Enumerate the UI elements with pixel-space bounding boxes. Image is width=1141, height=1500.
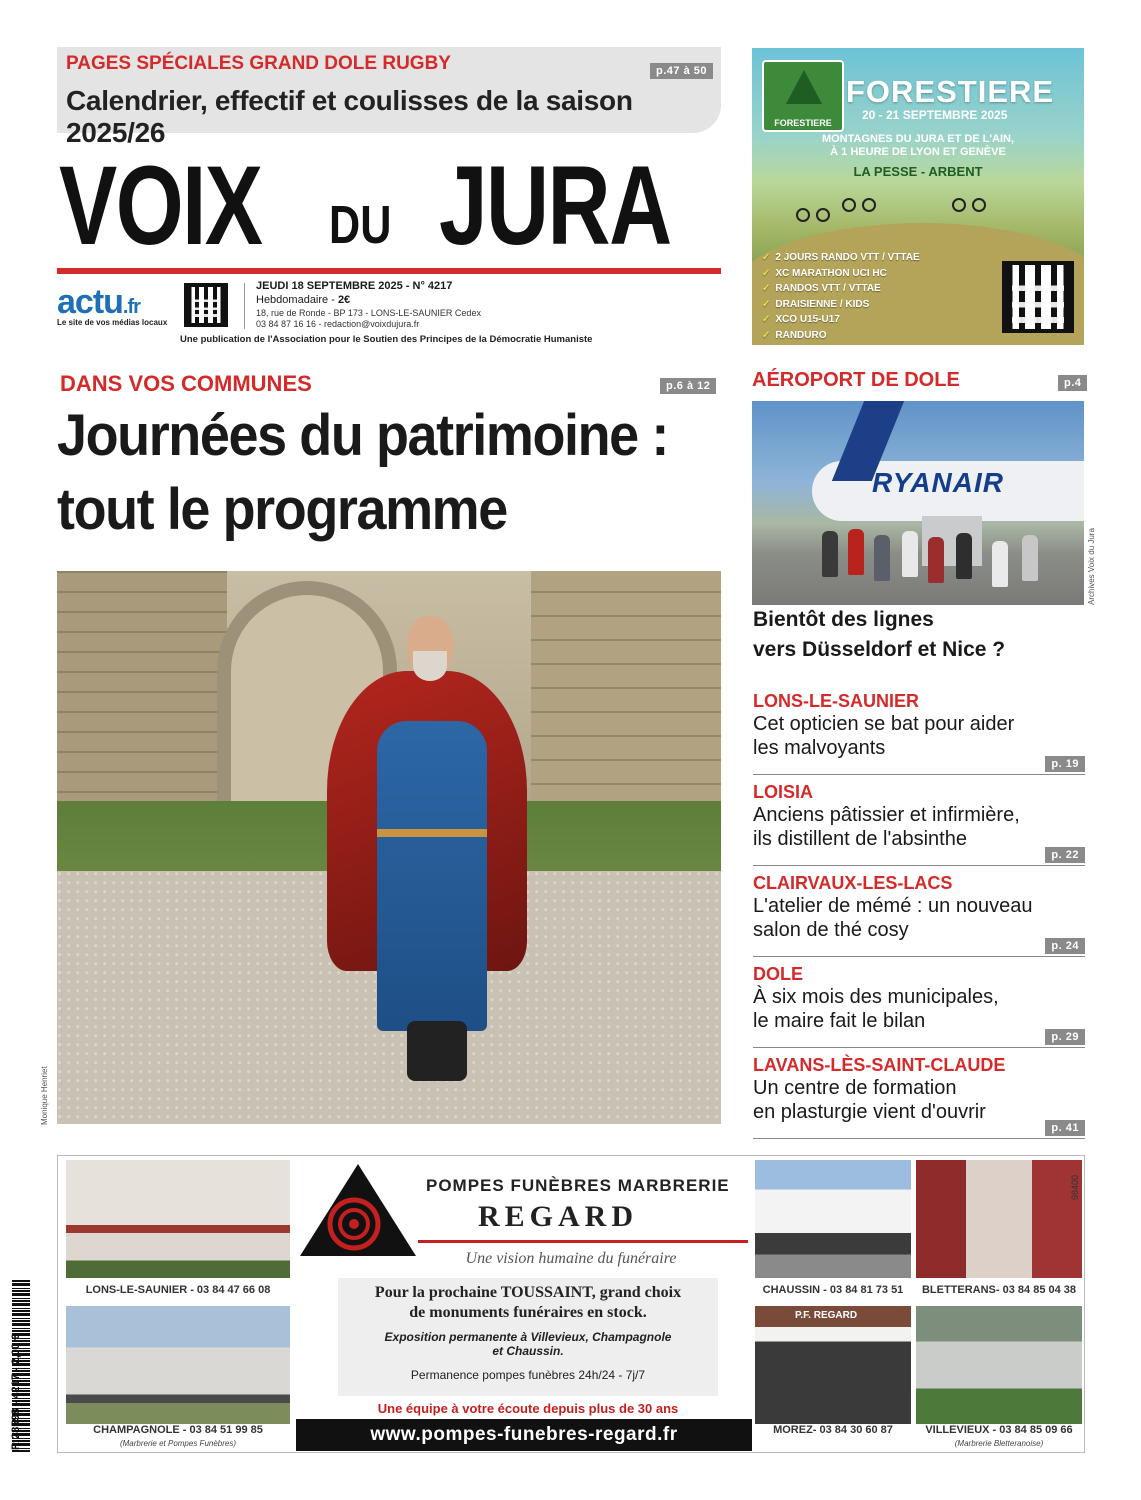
airport-kicker: AÉROPORT DE DOLE xyxy=(752,369,960,391)
photo-passenger xyxy=(928,537,944,583)
brief-page-ref: p. 41 xyxy=(1045,1120,1085,1136)
main-story-kicker: DANS VOS COMMUNES xyxy=(60,371,312,396)
issue-contact: 03 84 87 16 16 - redaction@voixdujura.fr xyxy=(256,319,420,329)
photo-passenger xyxy=(822,531,838,577)
photo-passenger xyxy=(874,535,890,581)
bike-wheel-icon xyxy=(796,208,810,222)
forestiere-event-item: ✓ 2 JOURS RANDO VTT / VTTAE xyxy=(762,252,920,263)
photo-beard xyxy=(413,651,447,681)
actu-tagline: Le site de vos médias locaux xyxy=(57,318,168,327)
ad-brand: REGARD xyxy=(478,1200,639,1233)
ad-photo-bletterans xyxy=(916,1160,1082,1278)
brief-page-ref: p. 29 xyxy=(1045,1029,1085,1045)
ad-title: POMPES FUNÈBRES MARBRERIE xyxy=(426,1176,730,1195)
brief-headline-line-2: en plasturgie vient d'ouvrir xyxy=(753,1101,986,1123)
ad-caption-lons-le-saunier: LONS-LE-SAUNIER - 03 84 47 66 08 xyxy=(85,1284,271,1296)
brief-kicker: LAVANS-LÈS-SAINT-CLAUDE xyxy=(753,1055,1006,1075)
photo-passenger xyxy=(848,529,864,575)
brief-dole[interactable] xyxy=(753,964,1085,1048)
photo-plane-livery: RYANAIR xyxy=(872,467,1004,498)
ad-url-bar[interactable] xyxy=(296,1419,752,1451)
forestiere-subtitle-1: MONTAGNES DU JURA ET DE L'AIN, xyxy=(821,133,1015,145)
masthead-word-jura: JURA xyxy=(439,143,671,268)
brief-headline-line-2: salon de thé cosy xyxy=(753,919,909,941)
ad-promo-box xyxy=(338,1278,718,1396)
ad-caption-morez: MOREZ- 03 84 30 60 87 xyxy=(773,1424,893,1436)
photo-passenger xyxy=(992,541,1008,587)
top-banner-headline: Calendrier, effectif et coulisses de la saison 2025/26 xyxy=(66,85,633,148)
ad-photo-morez-sign: P.F. REGARD xyxy=(795,1310,858,1321)
forestiere-subtitle-2: À 1 HEURE DE LYON ET GENÈVE xyxy=(830,146,1006,158)
forestiere-event-item: ✓ XC MARATHON UCI HC xyxy=(762,267,887,279)
bike-wheel-icon xyxy=(972,198,986,212)
issue-frequency xyxy=(256,294,350,306)
brief-kicker: DOLE xyxy=(753,964,804,984)
bike-wheel-icon xyxy=(952,198,966,212)
main-story-photo[interactable] xyxy=(57,571,721,1124)
brief-lavans-les-saint-claude[interactable] xyxy=(753,1055,1085,1139)
airport-headline-line-2[interactable]: vers Düsseldorf et Nice ? xyxy=(753,638,1006,661)
issue-frequency-label: Hebdomadaire - xyxy=(256,294,338,306)
ad-photo-morez xyxy=(755,1306,911,1424)
top-banner-page-ref: p.47 à 50 xyxy=(650,63,713,79)
masthead-red-rule xyxy=(57,268,721,274)
forestiere-ad[interactable] xyxy=(752,48,1084,345)
main-photo-credit: Monique Henriet xyxy=(40,1066,49,1125)
main-story-headline-line-1[interactable]: Journées du patrimoine : xyxy=(57,403,668,468)
ad-reference-number: 98400 xyxy=(1070,1174,1080,1200)
brief-headline-line-1: Un centre de formation xyxy=(753,1077,957,1099)
airport-photo[interactable] xyxy=(752,401,1084,605)
ad-caption-bletterans: BLETTERANS- 03 84 85 04 38 xyxy=(921,1284,1077,1296)
photo-passenger xyxy=(956,533,972,579)
forestiere-event-item: ✓ RANDURO xyxy=(762,329,827,341)
issue-price: 2€ xyxy=(337,294,351,306)
forestiere-event-item: ✓ XCO U15-U17 xyxy=(762,314,840,325)
masthead xyxy=(57,143,721,268)
forestiere-dates: 20 - 21 SEPTEMBRE 2025 xyxy=(862,108,1008,122)
brief-kicker: LONS-LE-SAUNIER xyxy=(753,691,919,711)
main-story-headline-line-2[interactable]: tout le programme xyxy=(57,477,507,542)
forestiere-event-list xyxy=(762,250,920,343)
photo-belt xyxy=(377,829,487,837)
ad-permanence: Permanence pompes funèbres 24h/24 - 7j/7 xyxy=(410,1368,646,1382)
ad-caption-chaussin: CHAUSSIN - 03 84 81 73 51 xyxy=(762,1284,904,1296)
forestiere-badge xyxy=(762,60,844,132)
main-story-page-ref: p.6 à 12 xyxy=(660,378,716,394)
brief-clairvaux-les-lacs[interactable] xyxy=(753,873,1085,957)
brief-page-ref: p. 22 xyxy=(1045,847,1085,863)
issue-date: JEUDI 18 SEPTEMBRE 2025 - N° 4217 xyxy=(256,280,453,292)
brief-headline-line-2: les malvoyants xyxy=(753,737,886,759)
forestiere-qr-code-icon[interactable] xyxy=(1002,261,1074,333)
actu-logo-suffix: .fr xyxy=(122,296,140,318)
check-icon: ✓ xyxy=(762,329,771,341)
ad-caption-villevieux: VILLEVIEUX - 03 84 85 09 66 xyxy=(925,1424,1073,1436)
brief-headline-line-1: À six mois des municipales, xyxy=(753,986,999,1008)
brief-headline-line-1: Anciens pâtissier et infirmière, xyxy=(753,804,1020,826)
ad-photo-chaussin xyxy=(755,1160,911,1278)
photo-passenger xyxy=(1022,535,1038,581)
top-banner[interactable] xyxy=(57,47,721,148)
actu-logo[interactable] xyxy=(57,283,140,322)
actu-logo-text: actu xyxy=(57,283,123,321)
barcode-text: R 28598 - 4217 - 2,00 € xyxy=(10,1333,22,1450)
photo-boots xyxy=(407,1021,467,1081)
airport-headline-line-1[interactable]: Bientôt des lignes xyxy=(753,608,934,631)
ad-caption-villevieux-sub: (Marbrerie Bletteranoise) xyxy=(954,1439,1044,1448)
check-icon: ✓ xyxy=(762,267,771,279)
ad-caption-champagnole: CHAMPAGNOLE - 03 84 51 99 85 xyxy=(93,1424,263,1436)
ad-photo-villevieux xyxy=(916,1306,1082,1424)
info-divider xyxy=(244,283,245,329)
brief-kicker: CLAIRVAUX-LES-LACS xyxy=(753,873,953,893)
brief-headline-line-2: le maire fait le bilan xyxy=(753,1010,926,1032)
bike-wheel-icon xyxy=(862,198,876,212)
bike-wheel-icon xyxy=(842,198,856,212)
brief-headline-line-1: L'atelier de mémé : un nouveau xyxy=(753,895,1033,917)
photo-passenger xyxy=(902,531,918,577)
brief-kicker: LOISIA xyxy=(753,782,814,802)
brief-page-ref: p. 24 xyxy=(1045,938,1085,954)
ad-promo-line-1: Pour la prochaine TOUSSAINT, grand choix xyxy=(374,1284,682,1301)
ad-promo-line-2: de monuments funéraires en stock. xyxy=(409,1304,647,1321)
check-icon: ✓ xyxy=(762,314,771,325)
check-icon: ✓ xyxy=(762,298,771,310)
ad-caption-champagnole-sub: (Marbrerie et Pompes Funèbres) xyxy=(119,1439,237,1448)
masthead-word-du: DU xyxy=(329,195,392,255)
ad-photo-champagnole xyxy=(66,1306,290,1424)
regard-logo-icon xyxy=(298,1162,418,1258)
ad-promo-line-3: Exposition permanente à Villevieux, Champagnole xyxy=(384,1330,672,1344)
photo-blue-robe xyxy=(377,721,487,1031)
check-icon: ✓ xyxy=(762,283,771,294)
forestiere-event-item: ✓ DRAISIENNE / KIDS xyxy=(762,298,870,310)
qr-code-icon[interactable] xyxy=(184,283,228,327)
brief-loisia[interactable] xyxy=(753,782,1085,866)
brief-headline-line-1: Cet opticien se bat pour aider xyxy=(753,713,1015,735)
ad-url-link[interactable]: www.pompes-funebres-regard.fr xyxy=(370,1424,678,1445)
photo-stone-wall xyxy=(531,571,721,831)
ad-promo-line-4: et Chaussin. xyxy=(492,1344,564,1358)
bike-wheel-icon xyxy=(816,208,830,222)
airport-photo-credit: Archives Voix du Jura xyxy=(1087,528,1096,605)
ad-red-rule xyxy=(418,1240,748,1243)
brief-lons-le-saunier[interactable] xyxy=(753,691,1085,775)
ad-slogan: Une vision humaine du funéraire xyxy=(465,1250,677,1267)
forestiere-event-item: ✓ RANDOS VTT / VTTAE xyxy=(762,283,881,294)
brief-headline-line-2: ils distillent de l'absinthe xyxy=(753,828,967,850)
ad-team-line: Une équipe à votre écoute depuis plus de 30 ans xyxy=(377,1401,679,1416)
funeral-ad[interactable] xyxy=(57,1155,1085,1453)
check-icon: ✓ xyxy=(762,252,771,263)
brief-page-ref: p. 19 xyxy=(1045,756,1085,772)
issue-address: 18, rue de Ronde - BP 173 - LONS-LE-SAUNIER Cedex xyxy=(256,308,481,318)
top-banner-kicker: PAGES SPÉCIALES GRAND DOLE RUGBY xyxy=(66,53,451,74)
airport-page-ref: p.4 xyxy=(1058,375,1087,391)
forestiere-title: FORESTIERE xyxy=(846,74,1055,109)
masthead-word-voix: VOIX xyxy=(59,143,262,268)
forestiere-badge-label: FORESTIERE xyxy=(774,118,832,128)
forestiere-place: LA PESSE - ARBENT xyxy=(853,164,983,179)
publisher-line: Une publication de l'Association pour le Soutien des Principes de la Démocratie Humaniste xyxy=(180,334,593,345)
